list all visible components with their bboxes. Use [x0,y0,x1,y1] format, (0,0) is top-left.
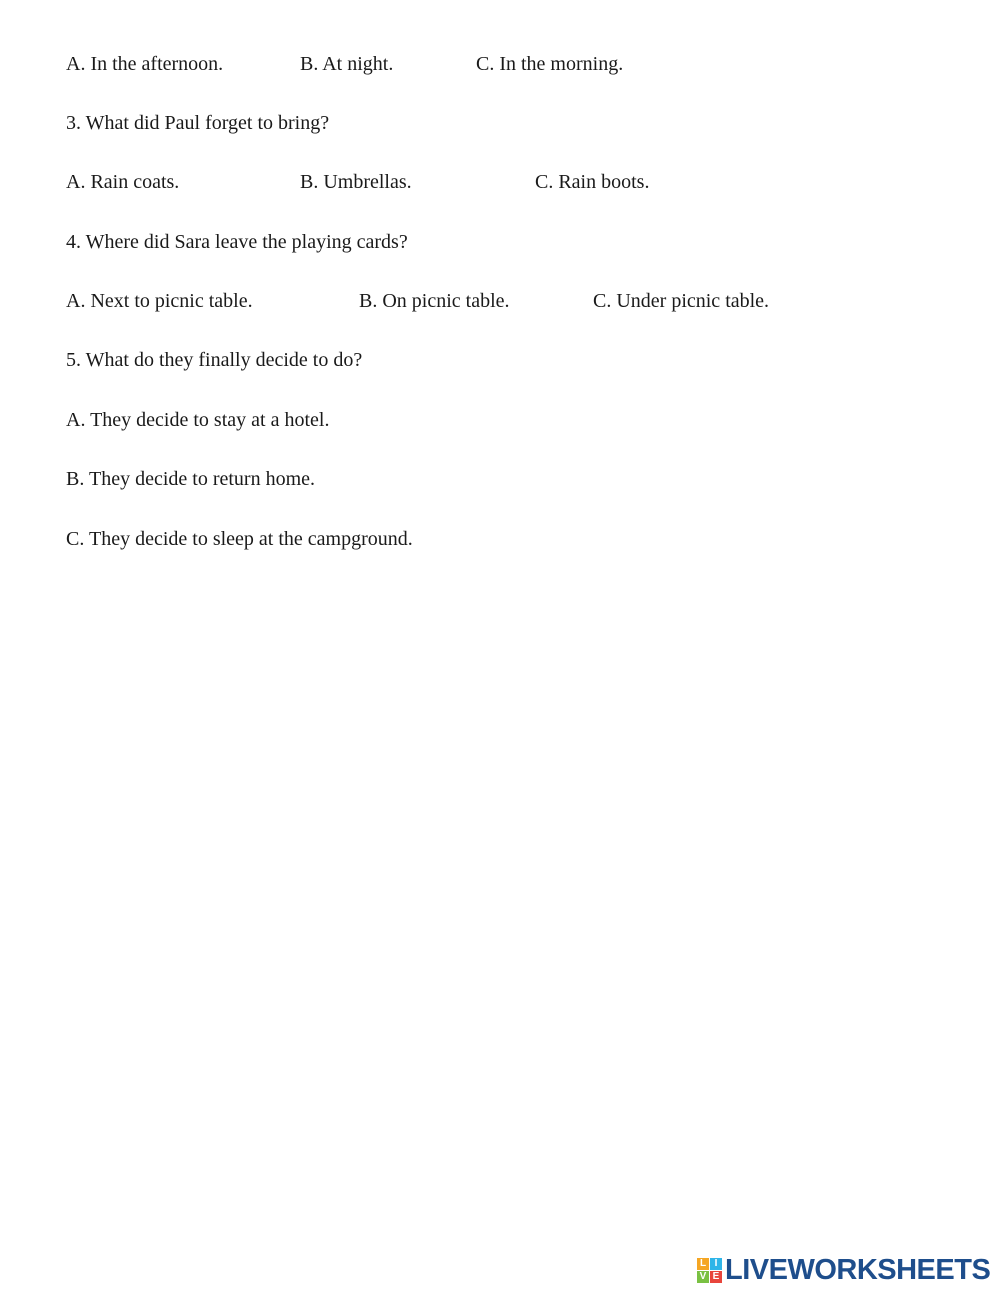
logo-block-l: L [697,1258,709,1270]
q2-option-b[interactable]: B. At night. [300,53,394,75]
q5-option-a[interactable]: A. They decide to stay at a hotel. [66,409,330,431]
q4-options-row [66,289,966,313]
q3-option-c[interactable]: C. Rain boots. [535,171,650,193]
logo-block-i: I [710,1258,722,1270]
q2-options-row [66,52,966,76]
q2-option-a[interactable]: A. In the afternoon. [66,53,224,75]
q5-question: 5. What do they finally decide to do? [66,349,363,371]
q5-option-c[interactable]: C. They decide to sleep at the campground. [66,528,413,550]
logo-blocks-icon [697,1258,722,1283]
q4-question: 4. Where did Sara leave the playing cards? [66,231,408,253]
q3-option-b[interactable]: B. Umbrellas. [300,171,412,193]
logo-text: LIVEWORKSHEETS [725,1254,991,1286]
q3-option-a[interactable]: A. Rain coats. [66,171,180,193]
liveworksheets-logo[interactable] [697,1256,990,1284]
q3-question: 3. What did Paul forget to bring? [66,112,330,134]
q5-option-b[interactable]: B. They decide to return home. [66,468,316,490]
q4-option-b[interactable]: B. On picnic table. [359,290,510,312]
logo-block-e: E [710,1271,722,1283]
q4-option-a[interactable]: A. Next to picnic table. [66,290,253,312]
q2-option-c[interactable]: C. In the morning. [476,53,624,75]
logo-block-v: V [697,1271,709,1283]
q3-options-row [66,170,966,194]
q4-option-c[interactable]: C. Under picnic table. [593,290,770,312]
